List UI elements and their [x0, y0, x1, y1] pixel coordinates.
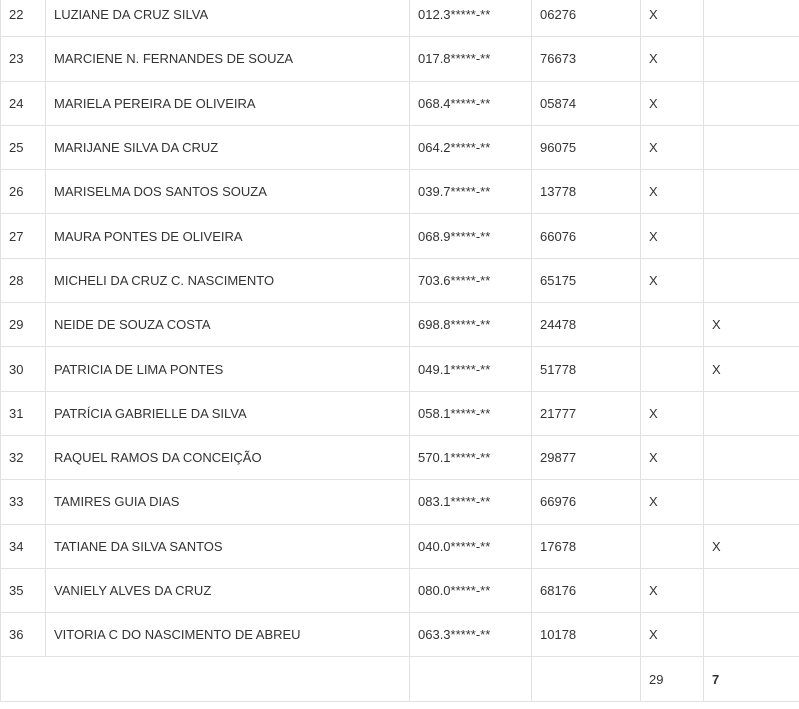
row-number: 31	[1, 391, 46, 435]
registration-code: 66976	[532, 480, 641, 524]
mark-col-b	[704, 480, 799, 524]
row-number: 36	[1, 613, 46, 657]
cpf-masked: 083.1*****-**	[410, 480, 532, 524]
registration-code: 51778	[532, 347, 641, 391]
registration-code: 13778	[532, 170, 641, 214]
row-number: 30	[1, 347, 46, 391]
mark-col-b	[704, 613, 799, 657]
table-row	[1, 37, 799, 81]
mark-col-b	[704, 391, 799, 435]
person-name: MARISELMA DOS SANTOS SOUZA	[46, 170, 410, 214]
mark-col-a: X	[641, 480, 704, 524]
row-number: 29	[1, 303, 46, 347]
table-row	[1, 81, 799, 125]
cpf-masked: 698.8*****-**	[410, 303, 532, 347]
row-number: 25	[1, 125, 46, 169]
person-name: LUZIANE DA CRUZ SILVA	[46, 0, 410, 37]
table-row	[1, 347, 799, 391]
person-name: MICHELI DA CRUZ C. NASCIMENTO	[46, 258, 410, 302]
cpf-masked: 064.2*****-**	[410, 125, 532, 169]
table-row	[1, 214, 799, 258]
table-row	[1, 613, 799, 657]
mark-col-a: X	[641, 0, 704, 37]
table-row	[1, 568, 799, 612]
cpf-masked: 063.3*****-**	[410, 613, 532, 657]
mark-col-a	[641, 347, 704, 391]
registration-code: 29877	[532, 435, 641, 479]
cpf-masked: 049.1*****-**	[410, 347, 532, 391]
row-number: 26	[1, 170, 46, 214]
mark-col-a	[641, 524, 704, 568]
registration-code: 17678	[532, 524, 641, 568]
table-row	[1, 524, 799, 568]
table-row	[1, 480, 799, 524]
row-number: 24	[1, 81, 46, 125]
mark-col-a: X	[641, 214, 704, 258]
records-table-body	[1, 0, 799, 657]
registration-code: 24478	[532, 303, 641, 347]
registration-code: 68176	[532, 568, 641, 612]
person-name: MARCIENE N. FERNANDES DE SOUZA	[46, 37, 410, 81]
mark-col-a: X	[641, 435, 704, 479]
person-name: VANIELY ALVES DA CRUZ	[46, 568, 410, 612]
row-number: 28	[1, 258, 46, 302]
mark-col-b	[704, 37, 799, 81]
mark-col-b	[704, 568, 799, 612]
person-name: PATRÍCIA GABRIELLE DA SILVA	[46, 391, 410, 435]
cpf-masked: 012.3*****-**	[410, 0, 532, 37]
mark-col-a: X	[641, 568, 704, 612]
cpf-masked: 039.7*****-**	[410, 170, 532, 214]
mark-col-b	[704, 125, 799, 169]
mark-col-b: X	[704, 524, 799, 568]
mark-col-b	[704, 435, 799, 479]
row-number: 23	[1, 37, 46, 81]
table-row	[1, 391, 799, 435]
mark-col-b	[704, 81, 799, 125]
person-name: TATIANE DA SILVA SANTOS	[46, 524, 410, 568]
mark-col-b	[704, 170, 799, 214]
mark-col-a: X	[641, 613, 704, 657]
registration-code: 65175	[532, 258, 641, 302]
total-col-b: 7	[704, 657, 799, 702]
cpf-masked: 703.6*****-**	[410, 258, 532, 302]
registration-code: 96075	[532, 125, 641, 169]
mark-col-b: X	[704, 303, 799, 347]
row-number: 22	[1, 0, 46, 37]
table-row	[1, 258, 799, 302]
cpf-masked: 570.1*****-**	[410, 435, 532, 479]
table-row	[1, 125, 799, 169]
registration-code: 06276	[532, 0, 641, 37]
cpf-masked: 058.1*****-**	[410, 391, 532, 435]
table-row	[1, 170, 799, 214]
row-number: 27	[1, 214, 46, 258]
person-name: TAMIRES GUIA DIAS	[46, 480, 410, 524]
totals-row	[1, 657, 799, 702]
registration-code: 10178	[532, 613, 641, 657]
table-row	[1, 435, 799, 479]
person-name: NEIDE DE SOUZA COSTA	[46, 303, 410, 347]
table-row	[1, 303, 799, 347]
registration-code: 76673	[532, 37, 641, 81]
row-number: 32	[1, 435, 46, 479]
cpf-masked: 068.4*****-**	[410, 81, 532, 125]
row-number: 34	[1, 524, 46, 568]
mark-col-a: X	[641, 81, 704, 125]
mark-col-b	[704, 0, 799, 37]
person-name: MARIELA PEREIRA DE OLIVEIRA	[46, 81, 410, 125]
mark-col-a: X	[641, 125, 704, 169]
mark-col-a: X	[641, 258, 704, 302]
person-name: MARIJANE SILVA DA CRUZ	[46, 125, 410, 169]
registration-code: 66076	[532, 214, 641, 258]
mark-col-a: X	[641, 170, 704, 214]
person-name: RAQUEL RAMOS DA CONCEIÇÃO	[46, 435, 410, 479]
mark-col-a	[641, 303, 704, 347]
mark-col-a: X	[641, 391, 704, 435]
cpf-masked: 040.0*****-**	[410, 524, 532, 568]
totals-cpf-cell	[410, 657, 532, 702]
registration-code: 21777	[532, 391, 641, 435]
row-number: 35	[1, 568, 46, 612]
person-name: MAURA PONTES DE OLIVEIRA	[46, 214, 410, 258]
cpf-masked: 017.8*****-**	[410, 37, 532, 81]
cpf-masked: 080.0*****-**	[410, 568, 532, 612]
totals-label-cell	[1, 657, 410, 702]
registration-code: 05874	[532, 81, 641, 125]
cpf-masked: 068.9*****-**	[410, 214, 532, 258]
mark-col-b	[704, 258, 799, 302]
person-name: VITORIA C DO NASCIMENTO DE ABREU	[46, 613, 410, 657]
mark-col-b	[704, 214, 799, 258]
total-col-a: 29	[641, 657, 704, 702]
mark-col-a: X	[641, 37, 704, 81]
row-number: 33	[1, 480, 46, 524]
mark-col-b: X	[704, 347, 799, 391]
totals-code-cell	[532, 657, 641, 702]
table-row	[1, 0, 799, 37]
person-name: PATRICIA DE LIMA PONTES	[46, 347, 410, 391]
